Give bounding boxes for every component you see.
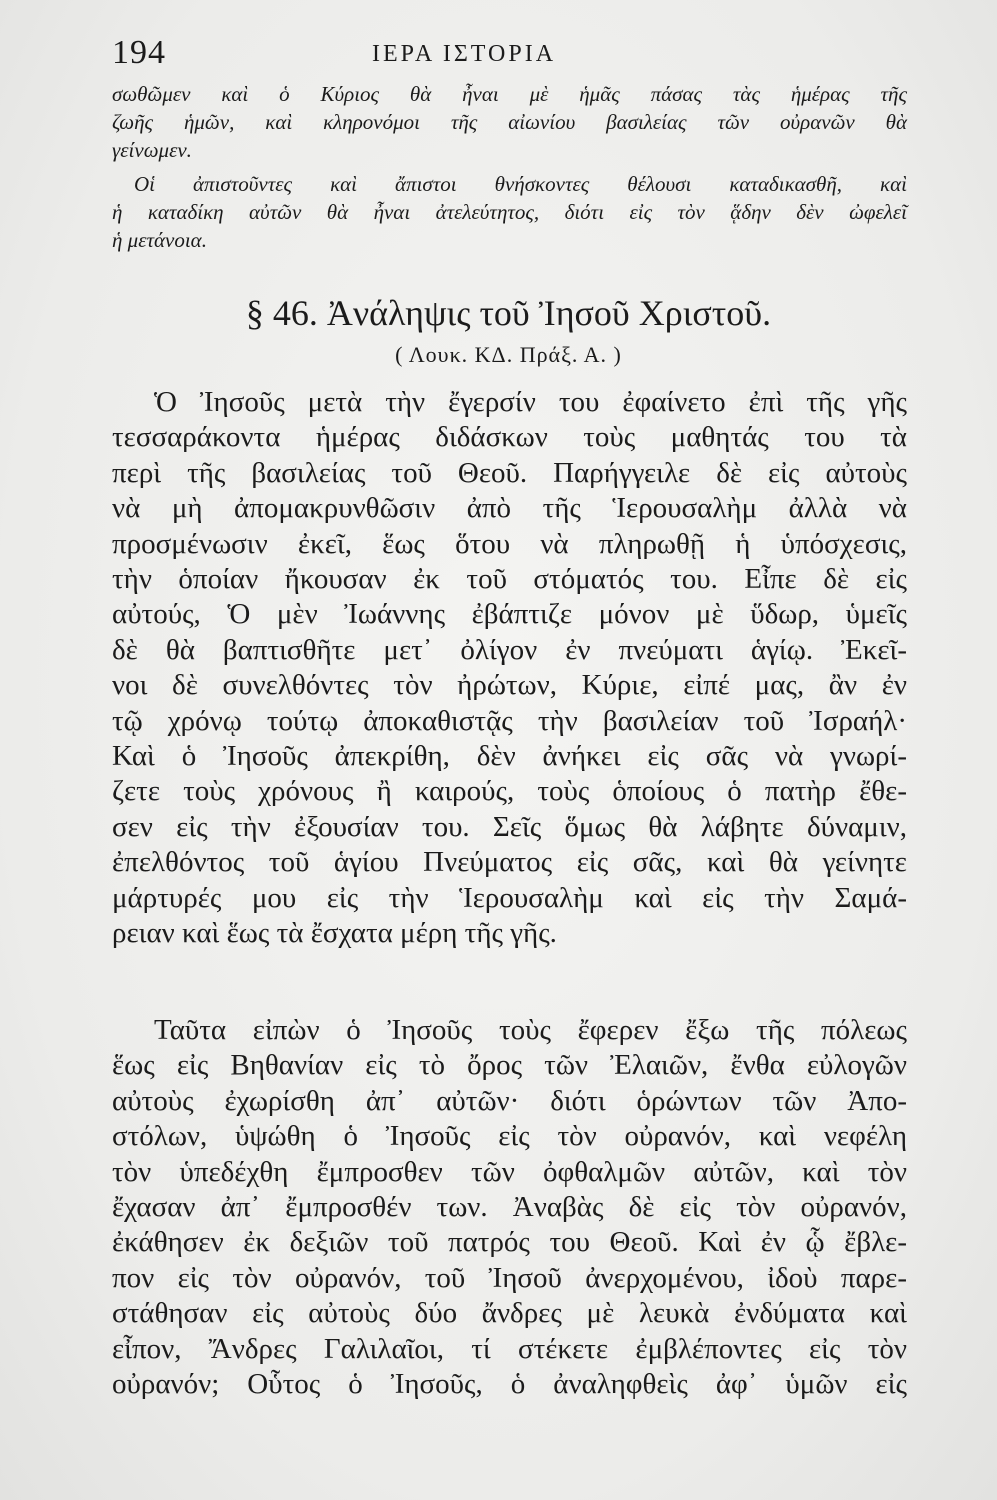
page-number: 194 xyxy=(112,34,166,71)
text-line: ἕως εἰς Βηθανίαν εἰς τὸ ὄρος τῶν Ἐλαιῶν, ἔνθα εὐλογῶν xyxy=(112,1049,907,1082)
page-header xyxy=(112,34,907,78)
text-line: μάρτυρές μου εἰς τὴν Ἱερουσαλὴμ καὶ εἰς τὴν Σαμά- xyxy=(112,881,907,914)
text-line: τὴν ὁποίαν ἤκουσαν ἐκ τοῦ στόματός του. Εἶπε δὲ εἰς xyxy=(112,563,907,596)
text-line: προσμένωσιν ἐκεῖ, ἕως ὅτου νὰ πληρωθῇ ἡ ὑπόσχεσις, xyxy=(112,527,907,560)
text-line: τὸν ὑπεδέχθη ἔμπροσθεν τῶν ὀφθαλμῶν αὐτῶν, καὶ τὸν xyxy=(112,1155,907,1188)
text-line: ζετε τοὺς χρόνους ἢ καιρούς, τοὺς ὁποίους ὁ πατὴρ ἔθε- xyxy=(112,775,907,808)
text-line: νοι δὲ συνελθόντες τὸν ἠρώτων, Κύριε, εἰπέ μας, ἂν ἐν xyxy=(112,669,907,702)
text-line: δὲ θὰ βαπτισθῆτε μετ᾽ ὀλίγον ἐν πνεύματι ἁγίῳ. Ἐκεῖ- xyxy=(112,633,907,666)
text-line: περὶ τῆς βασιλείας τοῦ Θεοῦ. Παρήγγειλε δὲ εἰς αὐτοὺς xyxy=(112,456,907,489)
previous-section-paragraph-1 xyxy=(112,80,907,164)
text-line: στάθησαν εἰς αὐτοὺς δύο ἄνδρες μὲ λευκὰ ἐνδύματα καὶ xyxy=(112,1297,907,1330)
text-line: εἶπον, Ἄνδρες Γαλιλαῖοι, τί στέκετε ἐμβλέποντες εἰς τὸν xyxy=(112,1332,907,1365)
text-line: ἐπελθόντος τοῦ ἁγίου Πνεύματος εἰς σᾶς, καὶ θὰ γείνητε xyxy=(112,846,907,879)
text-line: ἐκάθησεν ἐκ δεξιῶν τοῦ πατρός του Θεοῦ. Καὶ ἐν ᾧ ἔβλε- xyxy=(112,1226,907,1259)
text-line: τῷ χρόνῳ τούτῳ ἀποκαθιστᾷς τὴν βασιλείαν τοῦ Ἰσραήλ· xyxy=(112,704,907,737)
text-line: αὐτούς, Ὁ μὲν Ἰωάννης ἐβάπτιζε μόνον μὲ ὕδωρ, ὑμεῖς xyxy=(112,598,907,631)
text-line: ἡ μετάνοια. xyxy=(112,228,207,252)
text-line: ρειαν καὶ ἕως τὰ ἔσχατα μέρη τῆς γῆς. xyxy=(112,917,557,950)
text-line: στόλων, ὑψώθη ὁ Ἰησοῦς εἰς τὸν οὐρανόν, καὶ νεφέλη xyxy=(112,1120,907,1153)
text-line: πον εἰς τὸν οὐρανόν, τοῦ Ἰησοῦ ἀνερχομένου, ἰδοὺ παρε- xyxy=(112,1261,907,1294)
section-title: § 46. Ἀνάληψις τοῦ Ἰησοῦ Χριστοῦ. xyxy=(245,293,772,333)
section-paragraph-2 xyxy=(112,1013,907,1402)
text-line: Καὶ ὁ Ἰησοῦς ἀπεκρίθη, δὲν ἀνήκει εἰς σᾶς νὰ γνωρί- xyxy=(112,740,907,773)
text-line: νὰ μὴ ἀπομακρυνθῶσιν ἀπὸ τῆς Ἱερουσαλὴμ ἀλλὰ νὰ xyxy=(112,492,907,525)
previous-section-paragraph-2 xyxy=(112,170,907,254)
text-line: Οἱ ἀπιστοῦντες καὶ ἄπιστοι θνήσκοντες θέλουσι καταδικασθῆ, καὶ xyxy=(134,172,907,196)
running-title: ΙΕΡΑ ΙΣΤΟΡΙΑ xyxy=(372,41,557,67)
text-line: ἔχασαν ἀπ᾽ ἔμπροσθέν των. Ἀναβὰς δὲ εἰς τὸν οὐρανόν, xyxy=(112,1191,907,1224)
section-paragraph-1 xyxy=(112,385,907,952)
text-line: Ὁ Ἰησοῦς μετὰ τὴν ἔγερσίν του ἐφαίνετο ἐπὶ τῆς γῆς xyxy=(154,386,907,418)
text-line: ζωῆς ἡμῶν, καὶ κληρονόμοι τῆς αἰωνίου βασιλείας τῶν οὐρανῶν θὰ xyxy=(112,110,907,134)
text-line: γείνωμεν. xyxy=(112,138,192,162)
text-line: σωθῶμεν καὶ ὁ Κύριος θὰ ἦναι μὲ ἡμᾶς πάσας τὰς ἡμέρας τῆς xyxy=(112,82,907,106)
text-line: τεσσαράκοντα ἡμέρας διδάσκων τοὺς μαθητάς του τὰ xyxy=(112,421,907,454)
section-reference: ( Λουκ. ΚΔ. Πράξ. Α. ) xyxy=(395,342,622,367)
text-line: αὐτοὺς ἐχωρίσθη ἀπ᾽ αὐτῶν· διότι ὁρώντων τῶν Ἀπο- xyxy=(112,1084,907,1117)
text-line: σεν εἰς τὴν ἐξουσίαν του. Σεῖς ὅμως θὰ λάβητε δύναμιν, xyxy=(112,810,907,843)
text-line: οὐρανόν; Οὗτος ὁ Ἰησοῦς, ὁ ἀναληφθεὶς ἀφ᾽ ὑμῶν εἰς xyxy=(112,1368,907,1401)
text-line: Ταῦτα εἰπὼν ὁ Ἰησοῦς τοὺς ἔφερεν ἔξω τῆς πόλεως xyxy=(154,1014,907,1046)
text-line: ἡ καταδίκη αὐτῶν θὰ ἦναι ἀτελεύτητος, διότι εἰς τὸν ᾅδην δὲν ὠφελεῖ xyxy=(112,200,907,224)
